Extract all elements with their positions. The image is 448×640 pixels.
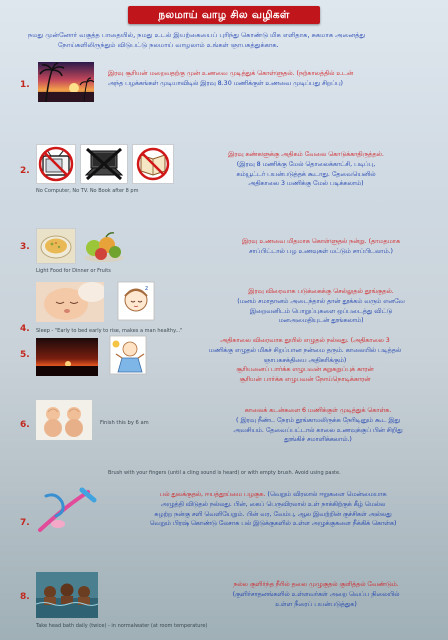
fruits-image xyxy=(82,228,126,264)
item-1-line-red: இரவு சூரியன் மறைவதற்கு முன் உணவை முடித்துக் கொள்ளுதல். (நற்காலத்தில் உடன் xyxy=(108,70,354,77)
item-7-line: வெறும் பிரஷ் கொண்டு லேசாக பல் இடுக்குகளில் உள்ள அழுக்குகளை நீக்கிக் கொள்க) xyxy=(149,520,397,528)
waking-cartoon-image xyxy=(108,334,148,376)
item-number: 7. xyxy=(20,518,30,528)
item-7-line-blue-inline: (வெறும் விரலால் ஈறுகளை மென்மையாக xyxy=(267,491,387,498)
svg-text:z: z xyxy=(145,285,149,292)
sleeping-cartoon-image xyxy=(116,280,156,324)
bathing-children-image xyxy=(36,572,98,618)
item-6-line: அவசியம். தேவைப்பட்டால் காலை உணவுக்குப் பின் சிறிது xyxy=(233,426,403,434)
item-7-caption: Brush with your fingers (until a cling sound is heard) or with empty brush. Avoid using paste. xyxy=(108,470,341,476)
intro-line: நோய்களிலிருந்தும் விடுபட்டு நலமாய் வாழலாம் உங்கள் ஞாபகத்துக்காக. xyxy=(58,41,279,50)
soup-bowl-image xyxy=(36,228,76,264)
intro-text xyxy=(28,30,428,50)
item-6-text xyxy=(198,406,438,445)
item-6-line: ( இரவு நீண்ட நேரம் தூங்காமலிருக்க நேரிடினும் கூட இது xyxy=(236,416,400,424)
item-4-line: இறைவனிடம் பொறுப்புகளை ஒப்படைத்து விட்டு xyxy=(249,307,393,315)
item-1-line-blue: அந்த பழக்கங்கள் முடியாவிடில் இரவு 8.30 மணிக்குள் உணவை முடிப்பது சிறப்பு) xyxy=(108,79,343,87)
item-7-first-line xyxy=(108,490,438,500)
item-3-line-red: இரவு உணவை மிதமாக கொள்ளுதல் நன்று. (தாமதமாக xyxy=(242,238,400,245)
title-banner xyxy=(128,6,320,24)
item-2-line-red: இரவு கண்களுக்கு அதிகம் வேலை கொடுக்காதிருத்தல். xyxy=(228,151,384,158)
item-6-caption: Finish this by 6 am xyxy=(100,420,149,426)
item-5-line-red: அதிகாலை விரைவாக துயில் எழுதல் நல்லது. (அதிகாலை 3 xyxy=(220,337,390,344)
item-7-text xyxy=(108,490,438,529)
item-2-text xyxy=(196,150,416,189)
sunset-palm-image xyxy=(38,62,94,102)
item-7-line: அழுத்தி விடுதல் நல்லது. பின், கைப் பெருவிரலால் உள் நாக்கிற்குக் கீழ் மெல்ல xyxy=(160,500,386,508)
item-7-line: சுழற்ற நன்கு சளி வெளியேறும். பின் வர, வேம்பு, ஆல இவற்றின் குச்சிகள் அல்லது xyxy=(154,510,392,518)
item-8-caption: Take head bath daily (twice) - in normalwater (at room temperature) xyxy=(36,623,208,629)
item-4-line: (மனம் சமாதானம் அடைந்தால் தான் தூக்கம் வரும் எனவே xyxy=(237,297,405,305)
item-6-line-red: காலைக் கடன்களை 6 மணிக்குள் முடித்துக் கொள்க. xyxy=(244,407,392,414)
item-number: 6. xyxy=(20,420,30,430)
item-8-line-red: நல்ல குளிர்ந்த நீரில் தலை முழுகுதல் குளித்தல் வேண்டும். xyxy=(233,581,399,588)
item-4-text xyxy=(206,287,436,326)
item-3-line: சாப்பிட்டால் பழ உணவுகள் மட்டும் சாப்பிடலாம்.) xyxy=(249,247,393,255)
no-book-icon xyxy=(132,144,174,184)
item-1-text xyxy=(108,69,438,89)
item-8-text xyxy=(196,580,436,609)
item-number: 4. xyxy=(20,324,30,334)
item-5-line: மணிக்கு எழுதல் மிகச் சிறப்பான நன்மை தரும். காலையில் படித்தல் xyxy=(208,346,402,354)
toothbrush-image xyxy=(36,486,100,536)
sleeping-baby-image xyxy=(36,282,104,322)
no-tv-icon xyxy=(36,144,76,184)
item-2-caption: No Computer, No TV. No Book after 8 pm xyxy=(36,188,139,194)
intro-line: நமது முன்னோர் வகுத்த பாதையில், நமது உடல் இயற்கையைப் புரிந்து கொண்டு மிக எளிதாக, சுகமாக அனைத்து xyxy=(28,31,366,39)
item-3-text xyxy=(206,237,436,257)
item-5-line-red: சூரியன் பார்க்க எழுபவன் நோய்நொடிக்காரன் xyxy=(239,376,371,383)
babies-image xyxy=(36,400,92,440)
item-number: 1. xyxy=(20,80,30,90)
sunrise-image xyxy=(36,338,98,376)
item-5-line-red: சூரியனைப் பார்க்க எழுபவன் சுறுசுறுப்புக் காரன் xyxy=(236,366,374,374)
item-5-text xyxy=(170,336,440,385)
item-2-line: அதிகாலை 3 மணிக்கு மேல் படிக்கலாம்) xyxy=(248,180,364,188)
item-3-caption: Light Food for Dinner or Fruits xyxy=(36,268,111,274)
item-number: 2. xyxy=(20,166,30,176)
item-8-line: உள்ள நீரைப் பயன்படுத்துக) xyxy=(275,600,357,608)
item-2-line: கம்யூட்டர் பயன்படுத்தக் கூடாது. தேவையெனில் xyxy=(236,170,376,178)
item-4-caption: Sleep - "Early to bed early to rise, makes a man healthy..." xyxy=(36,328,183,334)
no-laptop-icon xyxy=(80,144,128,184)
item-number: 5. xyxy=(20,350,30,360)
item-number: 3. xyxy=(20,242,30,252)
item-8-line: (குளிர்சாதனங்களில் உள்ளவர்கள் அறை வெப்ப நிலையில் xyxy=(232,590,400,598)
item-6-line: தூங்கிச் சமாளிக்கலாம்.) xyxy=(284,436,352,444)
page-title: நலமாய் வாழ சில வழிகள் xyxy=(158,8,290,21)
item-2-line: (இரவு 8 மணிக்கு மேல் தொலைக்காட்சி, படிப்பு, xyxy=(236,160,376,168)
item-4-line: மனஅமைதியுடன் தூங்கலாம்) xyxy=(278,317,364,325)
item-7-line-red: பல் துலக்குதல், ஈயத்தூய்மை பழகுக. xyxy=(159,491,266,498)
item-5-line: ஞாபகசக்தியை அதிகரிக்கும்) xyxy=(263,356,347,364)
item-4-line-red: இரவு விரைவாக படுக்கைக்கு செல்லுதல் தூங்குதல். xyxy=(248,288,394,295)
item-number: 8. xyxy=(20,592,30,602)
